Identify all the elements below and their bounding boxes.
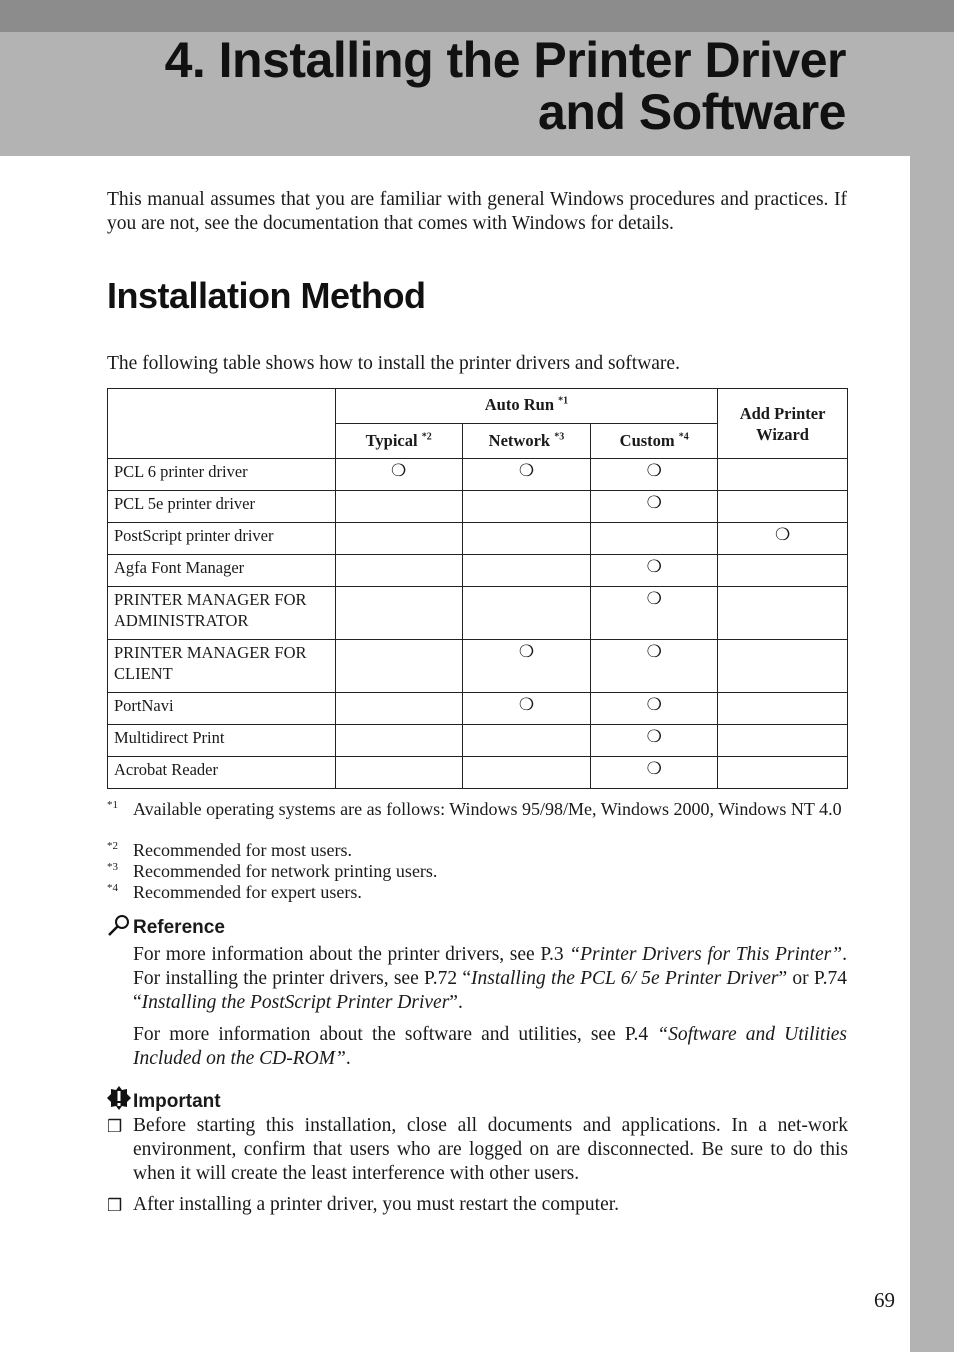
add-printer-wizard-label: Add Printer Wizard	[739, 403, 826, 444]
reference-heading-label: Reference	[133, 917, 225, 938]
auto-run-header	[335, 389, 717, 424]
reference-link-title: “Software and Utilities Included on the CD-ROM”	[133, 1024, 847, 1069]
table-row	[108, 693, 848, 725]
method-mark: ❍	[718, 523, 848, 555]
chapter-title	[165, 34, 846, 138]
method-mark: ❍	[591, 491, 718, 523]
typical-footnote-ref: *2	[421, 431, 432, 443]
reference-link-title: “Printer Drivers for This Printer”	[569, 944, 843, 965]
checkbox-icon: ❒	[107, 1117, 123, 1136]
method-mark	[462, 725, 591, 757]
table-corner-cell	[108, 389, 336, 459]
typical-label: Typical	[365, 431, 418, 450]
reference-text: ”.	[449, 992, 463, 1013]
row-label: PortNavi	[108, 693, 336, 725]
page-number: 69	[874, 1288, 895, 1312]
method-mark	[718, 491, 848, 523]
auto-run-label: Auto Run	[484, 395, 554, 414]
footnote	[107, 799, 848, 819]
method-mark: ❍	[591, 555, 718, 587]
table-row	[108, 555, 848, 587]
right-margin-strip	[910, 156, 954, 1352]
important-badge-icon	[107, 1086, 131, 1116]
footnote-text: Recommended for expert users.	[133, 882, 362, 902]
checkbox-icon: ❒	[107, 1196, 123, 1215]
method-mark: ❍	[462, 640, 591, 693]
method-mark: ❍	[591, 757, 718, 789]
method-mark	[335, 757, 462, 789]
reference-heading	[107, 914, 225, 942]
row-label: PCL 5e printer driver	[108, 491, 336, 523]
chapter-title-line-2: and Software	[538, 84, 846, 140]
footnote-text: Recommended for network printing users.	[133, 861, 438, 881]
footnote-mark: *3	[107, 861, 118, 873]
footnote	[107, 840, 848, 860]
method-mark: ❍	[462, 459, 591, 491]
table-row	[108, 491, 848, 523]
method-mark	[718, 640, 848, 693]
custom-label: Custom	[619, 431, 675, 450]
reference-text: For more information about the software and utilities, see P.4	[133, 1024, 658, 1045]
method-mark	[718, 757, 848, 789]
method-mark	[718, 459, 848, 491]
method-mark: ❍	[335, 459, 462, 491]
table-row	[108, 757, 848, 789]
footnote	[107, 882, 848, 902]
footnote-mark: *4	[107, 882, 118, 894]
method-mark	[718, 693, 848, 725]
method-mark: ❍	[591, 587, 718, 640]
method-mark: ❍	[591, 725, 718, 757]
reference-text: . For installing the printer drivers, see P.72 “	[133, 944, 847, 989]
footnote-mark: *1	[107, 799, 118, 811]
magnifier-icon	[107, 914, 131, 942]
method-mark: ❍	[591, 693, 718, 725]
method-mark	[335, 555, 462, 587]
important-item	[107, 1114, 848, 1186]
method-mark	[335, 693, 462, 725]
row-label: PRINTER MANAGER FOR ADMINISTRATOR	[108, 587, 336, 640]
table-row	[108, 640, 848, 693]
header-top-strip	[0, 0, 954, 32]
method-mark	[462, 587, 591, 640]
row-label: PRINTER MANAGER FOR CLIENT	[108, 640, 336, 693]
footnote-mark: *2	[107, 840, 118, 852]
method-mark	[718, 725, 848, 757]
table-row	[108, 725, 848, 757]
method-mark: ❍	[591, 640, 718, 693]
intro-paragraph: This manual assumes that you are familiar with general Windows procedures and practices. If you are not, see the documentation that comes with Windows for details.	[107, 189, 847, 234]
reference-text: ” or P.74 “	[133, 968, 847, 1013]
custom-footnote-ref: *4	[678, 431, 689, 443]
section-heading: Installation Method	[107, 275, 426, 316]
row-label: PostScript printer driver	[108, 523, 336, 555]
table-row	[108, 587, 848, 640]
important-item-text: After installing a printer driver, you must restart the computer.	[133, 1194, 620, 1215]
installation-method-table	[107, 388, 848, 789]
important-heading-label: Important	[133, 1091, 221, 1112]
network-footnote-ref: *3	[554, 431, 565, 443]
footnote-text: Recommended for most users.	[133, 840, 352, 860]
method-mark	[335, 725, 462, 757]
reference-link-title: Installing the PostScript Printer Driver	[141, 992, 450, 1013]
footnote-text: Available operating systems are as follows: Windows 95/98/Me, Windows 2000, Windows NT 4.0	[133, 799, 842, 819]
network-label: Network	[488, 431, 551, 450]
custom-header	[591, 424, 718, 459]
method-mark	[462, 523, 591, 555]
reference-paragraph-1	[133, 943, 847, 1015]
table-row	[108, 523, 848, 555]
row-label: Acrobat Reader	[108, 757, 336, 789]
method-mark: ❍	[591, 459, 718, 491]
important-item-text: Before starting this installation, close all documents and applications. In a net-work environment, confirm that users who are logged on are disconnected. Be sure to do this when it will create the least interference with other users.	[133, 1115, 848, 1184]
row-label: Multidirect Print	[108, 725, 336, 757]
row-label: PCL 6 printer driver	[108, 459, 336, 491]
auto-run-footnote-ref: *1	[558, 395, 569, 407]
reference-text: For more information about the printer drivers, see P.3	[133, 944, 570, 965]
chapter-title-line-1: 4. Installing the Printer Driver	[164, 32, 846, 88]
reference-link-title: Installing the PCL 6/ 5e Printer Driver	[471, 968, 779, 989]
reference-text: .	[345, 1048, 351, 1069]
method-mark	[718, 587, 848, 640]
typical-header	[335, 424, 462, 459]
method-mark	[718, 555, 848, 587]
method-mark	[335, 587, 462, 640]
reference-paragraph-2	[133, 1023, 847, 1071]
row-label: Agfa Font Manager	[108, 555, 336, 587]
method-mark	[462, 757, 591, 789]
table-row	[108, 459, 848, 491]
method-mark	[335, 523, 462, 555]
method-mark	[462, 555, 591, 587]
method-mark	[462, 491, 591, 523]
important-item	[107, 1193, 848, 1217]
footnote	[107, 861, 848, 881]
add-printer-wizard-header	[718, 389, 848, 459]
table-caption: The following table shows how to install the printer drivers and software.	[107, 353, 680, 374]
important-heading	[107, 1086, 221, 1116]
method-mark	[335, 491, 462, 523]
method-mark: ❍	[462, 693, 591, 725]
method-mark	[591, 523, 718, 555]
network-header	[462, 424, 591, 459]
method-mark	[335, 640, 462, 693]
